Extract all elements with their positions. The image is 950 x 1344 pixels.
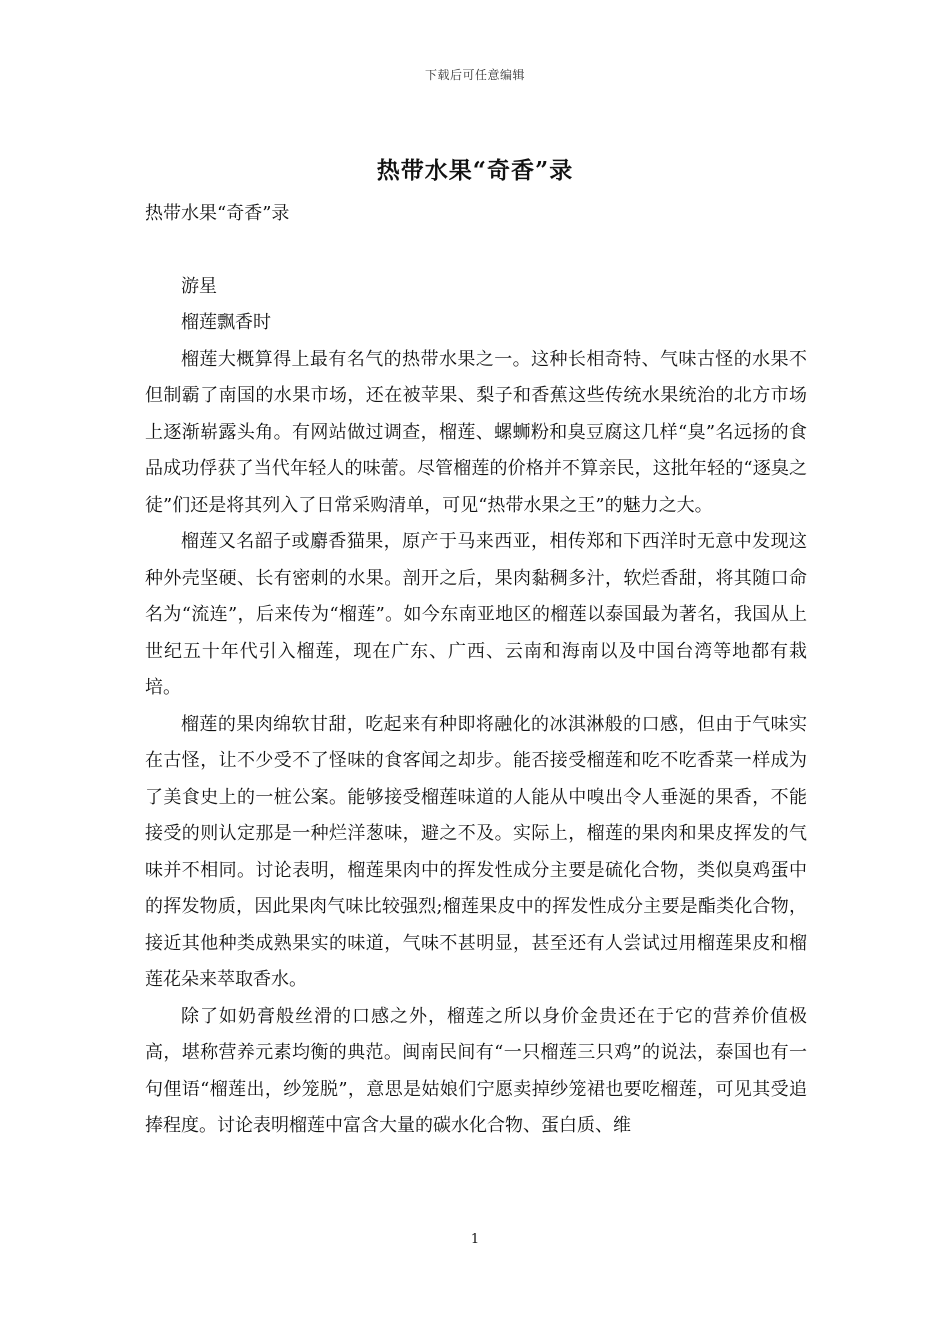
document-title: 热带水果“奇香”录 [376, 157, 574, 184]
author-name: 游星 [181, 275, 217, 297]
subtitle-line: 热带水果“奇香”录 [145, 203, 290, 224]
paragraph: 榴莲的果肉绵软甘甜，吃起来有种即将融化的冰淇淋般的口感，但由于气味实在古怪，让不少受不了怪味的食客闻之却步。能否接受榴莲和吃不吃香菜一样成为了美食史上的一桩公案。能够接受榴莲味道的人能从中嗅出令人垂涎的果香，不能接受的则认定那是一种烂洋葱味，避之不及。实际上，榴莲的果肉和果皮挥发的气味并不相同。讨论表明，榴莲果肉中的挥发性成分主要是硫化合物，类似臭鸡蛋中的挥发物质，因此果肉气味比较强烈;榴莲果皮中的挥发性成分主要是酯类化合物，接近其他种类成熟果实的味道，气味不甚明显，甚至还有人尝试过用榴莲果皮和榴莲花朵来萃取香水。 [145, 713, 807, 990]
section-heading: 榴莲飘香时 [181, 312, 271, 333]
page-number: 1 [470, 1232, 480, 1247]
document-body [145, 196, 807, 1145]
paragraph: 榴莲大概算得上最有名气的热带水果之一。这种长相奇特、气味古怪的水果不但制霸了南国的水果市场，还在被苹果、梨子和香蕉这些传统水果统治的北方市场上逐渐崭露头角。有网站做过调查，榴莲、螺蛳粉和臭豆腐这几样“臭”名远扬的食品成功俘获了当代年轻人的味蕾。尽管榴莲的价格并不算亲民，这批年轻的“逐臭之徒”们还是将其列入了日常采购清单，可见“热带水果之王”的魅力之大。 [145, 348, 807, 516]
paragraph: 除了如奶膏般丝滑的口感之外，榴莲之所以身价金贵还在于它的营养价值极高，堪称营养元素均衡的典范。闽南民间有“一只榴莲三只鸡”的说法，泰国也有一句俚语“榴莲出，纱笼脱”，意思是姑娘们宁愿卖掉纱笼裙也要吃榴莲，可见其受追捧程度。讨论表明榴莲中富含大量的碳水化合物、蛋白质、维 [145, 1005, 807, 1136]
paragraph: 榴莲又名韶子或麝香猫果，原产于马来西亚，相传郑和下西洋时无意中发现这种外壳坚硬、长有密刺的水果。剖开之后，果肉黏稠多汁，软烂香甜，将其随口命名为“流连”，后来传为“榴莲”。如今东南亚地区的榴莲以泰国最为著名，我国从上世纪五十年代引入榴莲，现在广东、广西、云南和海南以及中国台湾等地都有栽培。 [145, 531, 807, 698]
header-note: 下载后可任意编辑 [424, 68, 525, 82]
blank-line [145, 233, 807, 269]
